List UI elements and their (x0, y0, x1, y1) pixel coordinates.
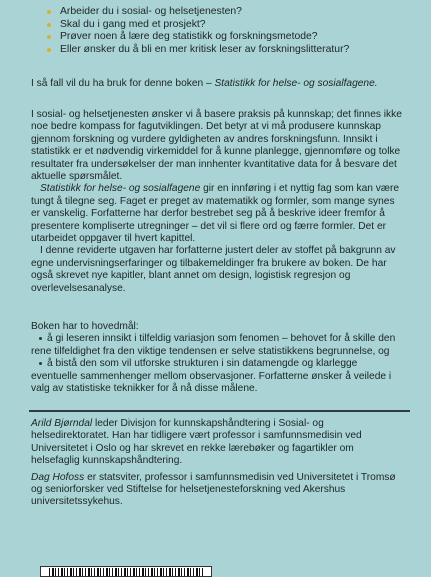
goals-section (31, 321, 403, 395)
book-title: Statistikk for helse- og sosialfagene (40, 183, 201, 195)
intro-paragraph: I denne reviderte utgaven har forfatterne justert deler av stoffet på bakgrunn av egne undervisningserfaringer og tilbakemeldinger fra brukere av boken. De har også skrevet nye kapitler, blant annet om design, logistisk regresjon og overlevelsesanalyse. (31, 245, 396, 294)
barcode-icon (40, 566, 212, 577)
list-item: Eller ønsker du å bli en mer kritisk leser av forskningslitteratur? (46, 44, 349, 57)
question-list (46, 6, 349, 56)
list-item: å bistå den som vil utforske strukturen i sin datamengde og klarlegge eventuelle sammenhenger mellom observasjoner. Forfatterne ønsker å veilede i valg av statistiske teknikker for å nå disse målene. (31, 358, 392, 395)
bullet-icon (47, 48, 51, 52)
author-name: Arild Bjørndal (31, 418, 93, 429)
divider (29, 410, 410, 412)
goals-list (31, 333, 403, 395)
intro-section (31, 109, 403, 295)
lead-sentence: I så fall vil du ha bruk for denne boken – Statistikk for helse- og sosialfagene. (31, 78, 378, 89)
bullet-icon (47, 35, 51, 39)
bullet-icon (47, 10, 51, 14)
book-title: Statistikk for helse- og sosialfagene. (214, 78, 378, 89)
list-item: Prøver noen å lære deg statistikk og forskningsmetode? (46, 31, 349, 44)
list-item: Skal du i gang med et prosjekt? (46, 19, 349, 32)
author-bio: Dag Hofoss er statsviter, professor i samfunnsmedisin ved Universitetet i Tromsø og seniorforsker ved Stiftelse for helsetjenesteforskning ved Akershus universitetssykehus. (31, 471, 396, 508)
bullet-icon (39, 362, 42, 365)
intro-paragraph: Statistikk for helse- og sosialfagene gir en innføring i et nyttig fag som kan være tungt å tilegne seg. Faget er preget av matematikk og formler, som mange synes er vanskelig. Forfatterne har derfor bestrebet seg på å beskrive ideer fremfor å presentere kompliserte utregninger – det vil si flere ord og færre formler. Det er utarbeidet oppgaver til hvert kapittel. (31, 183, 400, 245)
author-bios (31, 418, 403, 513)
goals-heading: Boken har to hovedmål: (31, 321, 139, 332)
list-item: Arbeider du i sosial- og helsetjenesten? (46, 6, 349, 19)
author-name: Dag Hofoss (31, 471, 85, 483)
bullet-icon (47, 23, 51, 27)
author-bio: Arild Bjørndal leder Divisjon for kunnskapshåndtering i Sosial- og helsedirektoratet. Han har tidligere vært professor i samfunnsmedisin ved Universitetet i Oslo og har skrevet en rekke lærebøker og fagartikler om helsefaglig kunnskapshåndtering. (31, 418, 362, 467)
intro-paragraph: I sosial- og helsetjenesten ønsker vi å basere praksis på kunnskap; det finnes ikke noe bedre kompass for fagutviklingen. Det betyr at vi må produsere kunnskap gjennom forskning og vurdere gyldigheten av andres forskningsfunn. Innsikt i statistikk er et nødvendig virkemiddel for å kunne planlegge, gjennomføre og tolke resultater fra undersøkelser der man innhenter kvantitative data for å besvare det aktuelle spørsmålet. (31, 109, 402, 183)
bullet-icon (39, 337, 42, 340)
list-item: å gi leseren innsikt i tilfeldig variasjon som fenomen – behovet for å skille den rene tilfeldighet fra den viktige tendensen er selve statistikkens begrunnelse, og (31, 333, 396, 357)
